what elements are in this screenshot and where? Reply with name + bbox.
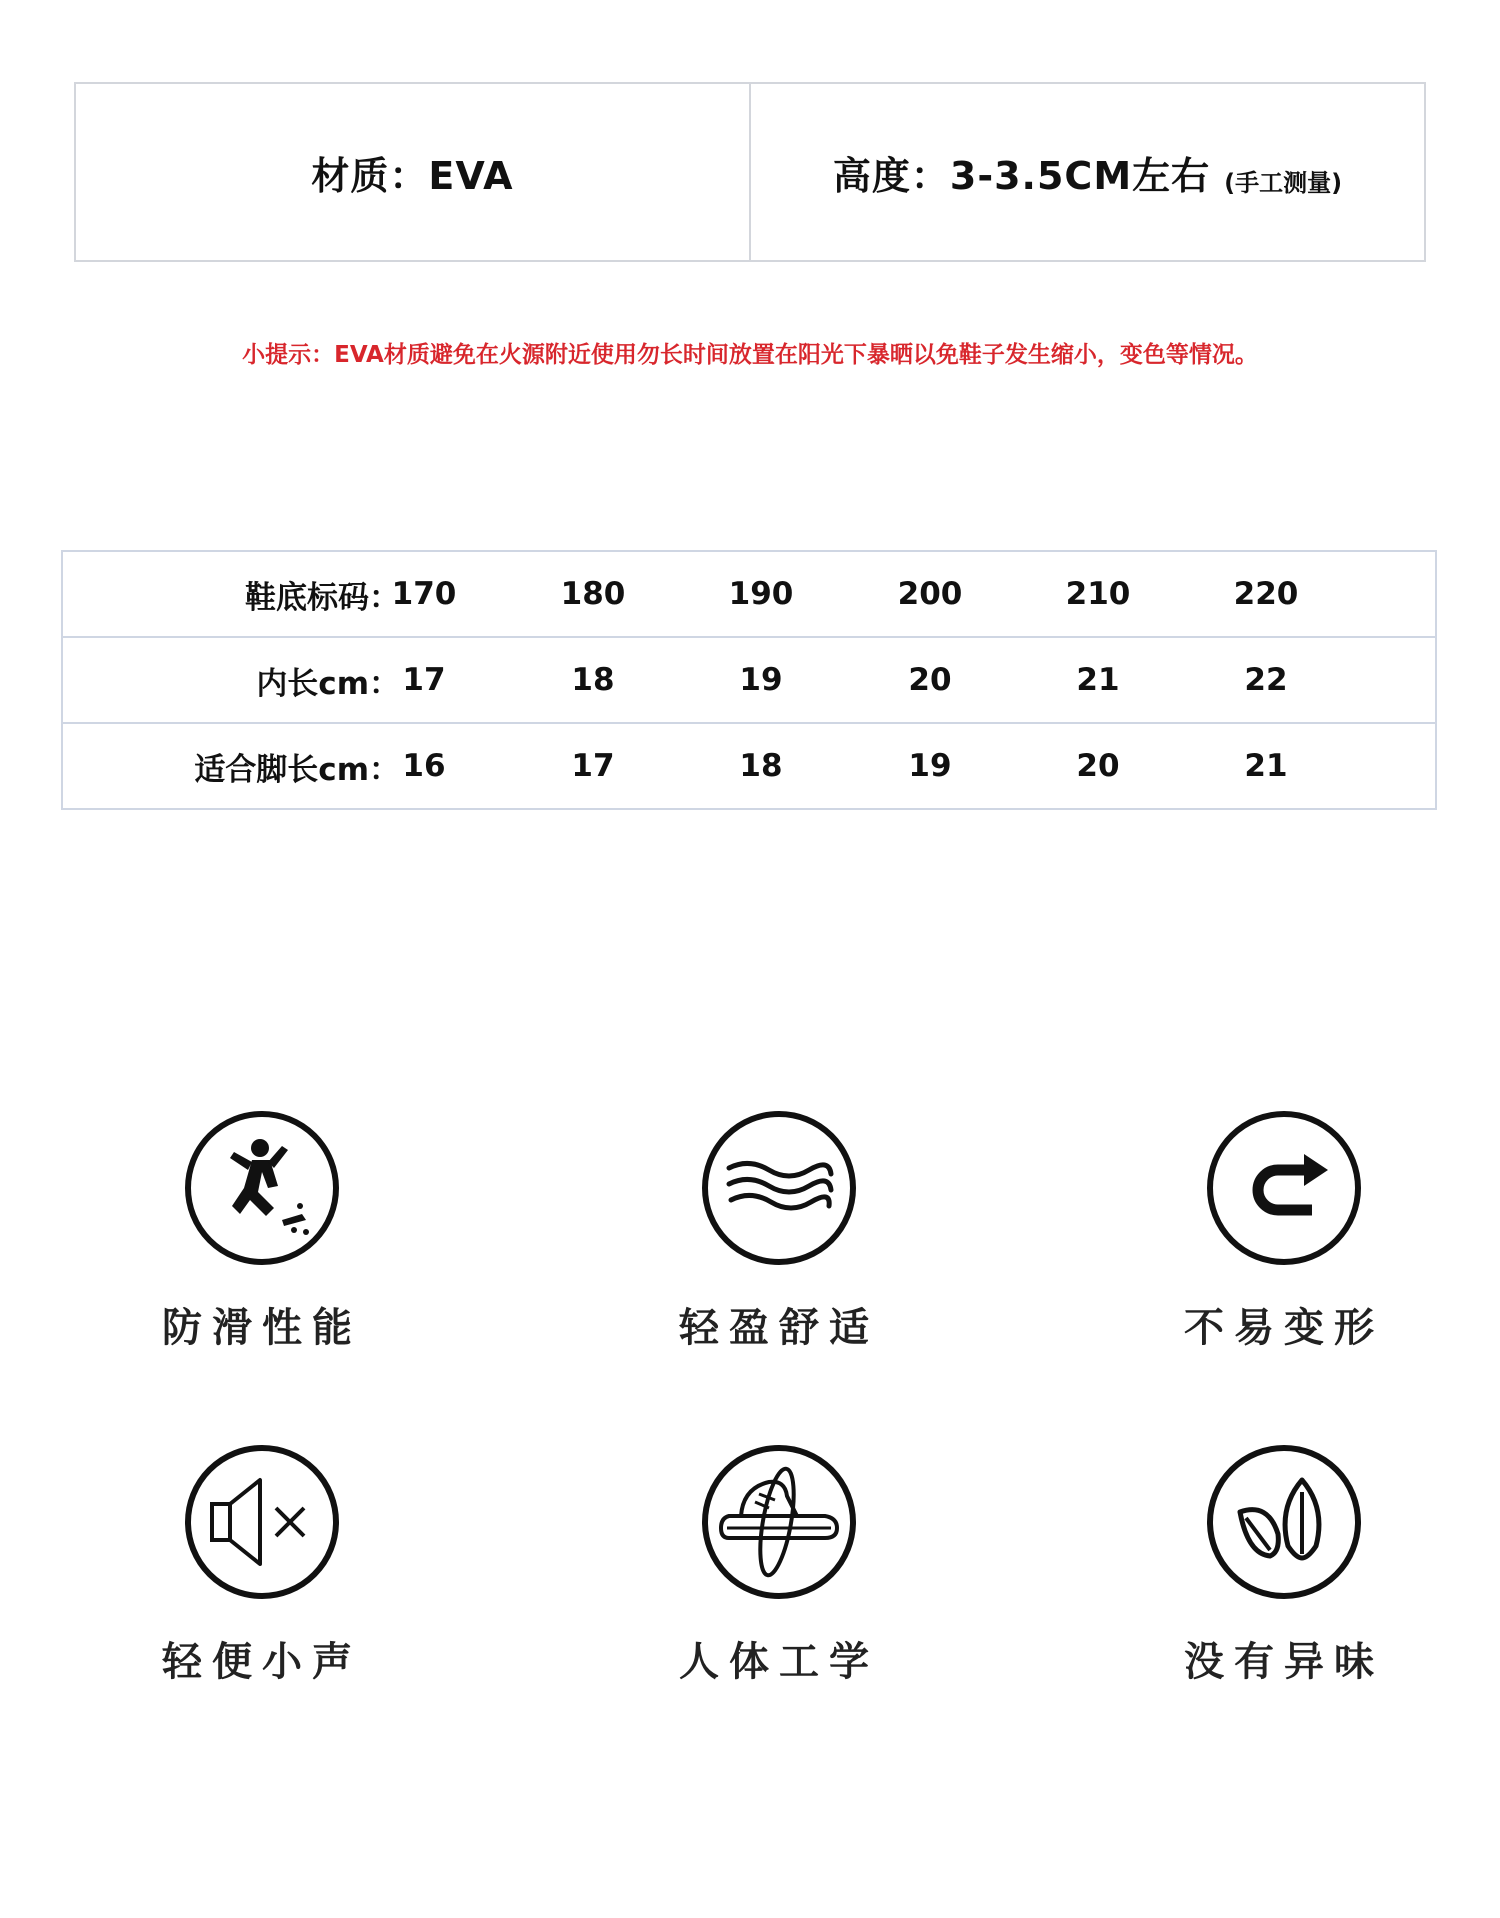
table-cell: 20 [1076,748,1120,784]
table-cell: 180 [560,576,626,612]
feature-label: 轻盈舒适 [679,1305,879,1351]
size-table [61,550,1437,810]
table-cell: 200 [897,576,963,612]
material-text: 材质：EVA [311,153,514,198]
table-cell: 17 [571,748,615,784]
table-cell: 21 [1076,662,1120,698]
table-cell: 19 [908,748,952,784]
table-cell: 19 [739,662,783,698]
feature-no-odor [1124,1442,1444,1687]
height-note: (手工测量) [1224,168,1343,197]
care-tip: 小提示：EVA材质避免在火源附近使用勿长时间放置在阳光下暴晒以免鞋子发生缩小，变色等情况。 [242,342,1258,368]
table-cell: 210 [1065,576,1131,612]
table-row [63,638,1435,724]
feature-label: 没有异味 [1184,1639,1384,1685]
feature-label: 人体工学 [679,1639,879,1685]
table-row [63,552,1435,638]
table-cell: 20 [908,662,952,698]
leaves-icon [1204,1442,1364,1602]
height-cell [749,84,1424,260]
table-cell: 21 [1244,748,1288,784]
material-cell [76,84,749,260]
feature-quiet [102,1442,422,1687]
waves-icon [699,1108,859,1268]
slip-person-icon [182,1108,342,1268]
table-row [63,724,1435,808]
table-cell: 18 [571,662,615,698]
feature-shape-retention [1124,1108,1444,1353]
feature-anti-slip [102,1108,422,1353]
feature-label: 轻便小声 [162,1639,362,1685]
table-cell: 17 [402,662,446,698]
row-label: 鞋底标码： [245,579,400,616]
feature-label: 防滑性能 [162,1305,362,1351]
table-cell: 16 [402,748,446,784]
feature-lightweight [619,1108,939,1353]
info-box [74,82,1426,262]
table-cell: 22 [1244,662,1288,698]
return-arrow-icon [1204,1108,1364,1268]
table-cell: 170 [391,576,457,612]
height-text: 高度：3-3.5CM左右 [832,153,1211,198]
row-label: 内长cm： [256,665,400,702]
ergonomic-shoe-icon [699,1442,859,1602]
speaker-mute-icon [182,1442,342,1602]
row-label: 适合脚长cm： [194,751,400,788]
feature-ergonomic [619,1442,939,1687]
feature-label: 不易变形 [1184,1305,1384,1351]
table-cell: 190 [728,576,794,612]
table-cell: 220 [1233,576,1299,612]
table-cell: 18 [739,748,783,784]
